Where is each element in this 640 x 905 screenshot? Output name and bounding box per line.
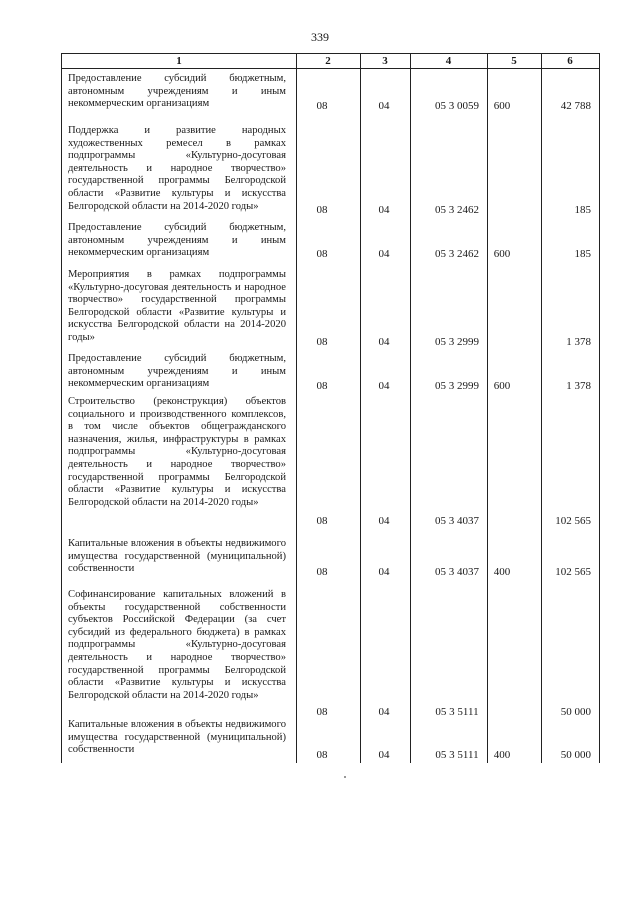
row-amount: 185: [574, 204, 591, 216]
row-expense-type: 600: [493, 248, 511, 260]
row-section: 08: [316, 336, 328, 348]
row-target-code: 05 3 4037: [435, 515, 479, 527]
column-divider: [487, 53, 488, 763]
row-expense-type: 400: [493, 749, 511, 761]
row-description: Капитальные вложения в объекты недвижимого имущества государственной (муниципальной) собственности: [68, 538, 286, 575]
row-subsection: 04: [378, 336, 390, 348]
row-amount: 1 378: [566, 380, 591, 392]
scan-speck: [344, 776, 346, 778]
header-col-2: 2: [325, 55, 331, 67]
row-amount: 102 565: [555, 515, 591, 527]
row-expense-type: 600: [493, 380, 511, 392]
row-section: 08: [316, 566, 328, 578]
header-col-1: 1: [176, 55, 182, 67]
row-section: 08: [316, 100, 328, 112]
row-amount: 50 000: [560, 749, 591, 761]
row-target-code: 05 3 2462: [435, 248, 479, 260]
row-description: Предоставление субсидий бюджетным, автономным учреждениям и иным некоммерческим организациям: [68, 73, 286, 110]
header-col-5: 5: [511, 55, 517, 67]
row-section: 08: [316, 204, 328, 216]
row-section: 08: [316, 380, 328, 392]
row-description: Софинансирование капитальных вложений в объекты государственной собственности субъектов Российской Федерации (за счет субсидий из федерального бюджета) в рамках подпрограммы «Культурно-досуговая деятельность и народное творчество» государственной программы Белгородской области «Развитие культуры и искусства Белгородской области на 2014-2020 годы»: [68, 589, 286, 701]
row-target-code: 05 3 2999: [435, 336, 479, 348]
row-expense-type: 400: [493, 566, 511, 578]
row-amount: 102 565: [555, 566, 591, 578]
column-divider: [360, 53, 361, 763]
table-header: [62, 53, 599, 69]
row-target-code: 05 3 0059: [435, 100, 479, 112]
row-section: 08: [316, 248, 328, 260]
row-amount: 50 000: [560, 706, 591, 718]
column-divider: [410, 53, 411, 763]
row-description: Мероприятия в рамках подпрограммы «Культурно-досуговая деятельность и народное творчество» государственной программы Белгородской области «Развитие культуры и искусства Белгородской области на 2014-2020 годы»: [68, 269, 286, 343]
row-subsection: 04: [378, 380, 390, 392]
row-subsection: 04: [378, 100, 390, 112]
row-description: Предоставление субсидий бюджетным, автономным учреждениям и иным некоммерческим организациям: [68, 353, 286, 390]
row-amount: 1 378: [566, 336, 591, 348]
row-subsection: 04: [378, 248, 390, 260]
row-target-code: 05 3 5111: [435, 749, 479, 761]
header-col-4: 4: [445, 55, 452, 67]
row-target-code: 05 3 2999: [435, 380, 479, 392]
row-amount: 42 788: [560, 100, 591, 112]
row-description: Строительство (реконструкция) объектов социального и производственного комплексов, в том числе объектов общегражданского назначения, жилья, инфраструктуры в рамках подпрограммы «Культурно-досуговая деятельность и народное творчество» государственной программы Белгородской области «Развитие культуры и искусства Белгородской области на 2014-2020 годы»: [68, 396, 286, 508]
column-divider: [296, 53, 297, 763]
row-subsection: 04: [378, 706, 390, 718]
row-target-code: 05 3 5111: [435, 706, 479, 718]
row-subsection: 04: [378, 749, 390, 761]
page-number: 339: [311, 30, 329, 44]
budget-table: [61, 53, 600, 763]
row-target-code: 05 3 4037: [435, 566, 479, 578]
header-col-6: 6: [567, 55, 573, 67]
row-expense-type: 600: [493, 100, 511, 112]
row-subsection: 04: [378, 204, 390, 216]
row-description: Капитальные вложения в объекты недвижимого имущества государственной (муниципальной) собственности: [68, 719, 286, 756]
column-divider: [541, 53, 542, 763]
row-description: Предоставление субсидий бюджетным, автономным учреждениям и иным некоммерческим организациям: [68, 222, 286, 259]
row-subsection: 04: [378, 566, 390, 578]
header-col-3: 3: [382, 55, 388, 67]
row-description: Поддержка и развитие народных художественных ремесел в рамках подпрограммы «Культурно-досуговая деятельность и народное творчество» государственной программы Белгородской области «Развитие культуры и искусства Белгородской области на 2014-2020 годы»: [68, 125, 286, 212]
row-section: 08: [316, 749, 328, 761]
row-target-code: 05 3 2462: [435, 204, 479, 216]
row-section: 08: [316, 706, 328, 718]
row-section: 08: [316, 515, 328, 527]
row-subsection: 04: [378, 515, 390, 527]
row-amount: 185: [574, 248, 591, 260]
